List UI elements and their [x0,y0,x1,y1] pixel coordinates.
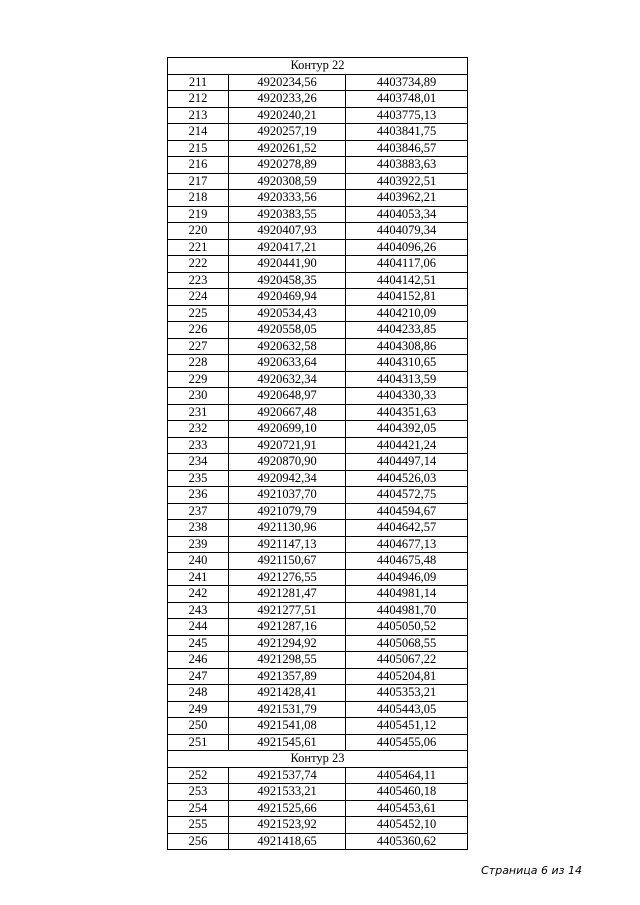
x-coordinate-cell: 4921541,08 [229,718,346,735]
point-number-cell: 217 [168,173,229,190]
x-coordinate-cell: 4920441,90 [229,256,346,273]
coordinates-table-body [168,58,468,850]
table-row [168,536,468,553]
x-coordinate-cell: 4920632,58 [229,338,346,355]
point-number-cell: 247 [168,668,229,685]
table-row [168,157,468,174]
table-row [168,470,468,487]
point-number-cell: 233 [168,437,229,454]
x-coordinate-cell: 4920417,21 [229,239,346,256]
x-coordinate-cell: 4920233,26 [229,91,346,108]
point-number-cell: 222 [168,256,229,273]
x-coordinate-cell: 4920558,05 [229,322,346,339]
point-number-cell: 253 [168,784,229,801]
table-row [168,91,468,108]
point-number-cell: 250 [168,718,229,735]
point-number-cell: 255 [168,817,229,834]
table-row [168,404,468,421]
x-coordinate-cell: 4921418,65 [229,833,346,850]
x-coordinate-cell: 4921277,51 [229,602,346,619]
y-coordinate-cell: 4404210,09 [346,305,468,322]
y-coordinate-cell: 4403962,21 [346,190,468,207]
y-coordinate-cell: 4403883,63 [346,157,468,174]
table-row [168,371,468,388]
x-coordinate-cell: 4920407,93 [229,223,346,240]
page-number-footer: Страница 6 из 14 [481,864,582,877]
coordinates-table [167,57,468,850]
table-row [168,553,468,570]
point-number-cell: 230 [168,388,229,405]
point-number-cell: 248 [168,685,229,702]
x-coordinate-cell: 4921130,96 [229,520,346,537]
table-row [168,305,468,322]
y-coordinate-cell: 4405455,06 [346,734,468,751]
x-coordinate-cell: 4920870,90 [229,454,346,471]
point-number-cell: 244 [168,619,229,636]
x-coordinate-cell: 4920633,64 [229,355,346,372]
x-coordinate-cell: 4921079,79 [229,503,346,520]
table-row [168,421,468,438]
point-number-cell: 249 [168,701,229,718]
y-coordinate-cell: 4404497,14 [346,454,468,471]
table-row [168,619,468,636]
point-number-cell: 223 [168,272,229,289]
table-row [168,388,468,405]
section-header-row [168,58,468,75]
x-coordinate-cell: 4921294,92 [229,635,346,652]
x-coordinate-cell: 4921531,79 [229,701,346,718]
table-row [168,701,468,718]
x-coordinate-cell: 4921037,70 [229,487,346,504]
point-number-cell: 219 [168,206,229,223]
table-row [168,635,468,652]
y-coordinate-cell: 4404142,51 [346,272,468,289]
y-coordinate-cell: 4403841,75 [346,124,468,141]
point-number-cell: 246 [168,652,229,669]
point-number-cell: 227 [168,338,229,355]
point-number-cell: 211 [168,74,229,91]
x-coordinate-cell: 4920648,97 [229,388,346,405]
table-row [168,668,468,685]
x-coordinate-cell: 4920667,48 [229,404,346,421]
x-coordinate-cell: 4920721,91 [229,437,346,454]
x-coordinate-cell: 4921525,66 [229,800,346,817]
point-number-cell: 240 [168,553,229,570]
y-coordinate-cell: 4403775,13 [346,107,468,124]
point-number-cell: 234 [168,454,229,471]
table-row [168,734,468,751]
point-number-cell: 220 [168,223,229,240]
table-row [168,685,468,702]
x-coordinate-cell: 4920699,10 [229,421,346,438]
x-coordinate-cell: 4920240,21 [229,107,346,124]
x-coordinate-cell: 4920308,59 [229,173,346,190]
point-number-cell: 242 [168,586,229,603]
y-coordinate-cell: 4405443,05 [346,701,468,718]
x-coordinate-cell: 4920632,34 [229,371,346,388]
point-number-cell: 229 [168,371,229,388]
point-number-cell: 212 [168,91,229,108]
y-coordinate-cell: 4404421,24 [346,437,468,454]
x-coordinate-cell: 4921428,41 [229,685,346,702]
y-coordinate-cell: 4403734,89 [346,74,468,91]
table-row [168,652,468,669]
y-coordinate-cell: 4404310,65 [346,355,468,372]
point-number-cell: 236 [168,487,229,504]
table-row [168,586,468,603]
table-row [168,256,468,273]
section-title: Контур 23 [168,751,468,768]
table-row [168,239,468,256]
table-row [168,520,468,537]
table-row [168,718,468,735]
x-coordinate-cell: 4920278,89 [229,157,346,174]
x-coordinate-cell: 4920469,94 [229,289,346,306]
table-row [168,602,468,619]
y-coordinate-cell: 4404572,75 [346,487,468,504]
point-number-cell: 252 [168,767,229,784]
point-number-cell: 239 [168,536,229,553]
y-coordinate-cell: 4404117,06 [346,256,468,273]
table-row [168,322,468,339]
y-coordinate-cell: 4404351,63 [346,404,468,421]
y-coordinate-cell: 4405353,21 [346,685,468,702]
x-coordinate-cell: 4920261,52 [229,140,346,157]
y-coordinate-cell: 4405068,55 [346,635,468,652]
y-coordinate-cell: 4404526,03 [346,470,468,487]
x-coordinate-cell: 4921357,89 [229,668,346,685]
y-coordinate-cell: 4404096,26 [346,239,468,256]
y-coordinate-cell: 4404308,86 [346,338,468,355]
y-coordinate-cell: 4405452,10 [346,817,468,834]
table-row [168,487,468,504]
y-coordinate-cell: 4405360,62 [346,833,468,850]
x-coordinate-cell: 4920333,56 [229,190,346,207]
section-header-row [168,751,468,768]
point-number-cell: 241 [168,569,229,586]
table-row [168,503,468,520]
table-row [168,767,468,784]
table-row [168,173,468,190]
point-number-cell: 256 [168,833,229,850]
y-coordinate-cell: 4404981,70 [346,602,468,619]
table-row [168,190,468,207]
table-row [168,223,468,240]
x-coordinate-cell: 4920942,34 [229,470,346,487]
y-coordinate-cell: 4404079,34 [346,223,468,240]
point-number-cell: 232 [168,421,229,438]
y-coordinate-cell: 4404677,13 [346,536,468,553]
table-row [168,817,468,834]
x-coordinate-cell: 4921523,92 [229,817,346,834]
table-row [168,784,468,801]
y-coordinate-cell: 4403846,57 [346,140,468,157]
x-coordinate-cell: 4921298,55 [229,652,346,669]
table-row [168,338,468,355]
x-coordinate-cell: 4920458,35 [229,272,346,289]
table-row [168,437,468,454]
y-coordinate-cell: 4404233,85 [346,322,468,339]
point-number-cell: 215 [168,140,229,157]
y-coordinate-cell: 4405050,52 [346,619,468,636]
point-number-cell: 238 [168,520,229,537]
x-coordinate-cell: 4921545,61 [229,734,346,751]
x-coordinate-cell: 4921147,13 [229,536,346,553]
table-row [168,800,468,817]
point-number-cell: 226 [168,322,229,339]
point-number-cell: 254 [168,800,229,817]
table-row [168,454,468,471]
table-row [168,272,468,289]
x-coordinate-cell: 4920534,43 [229,305,346,322]
y-coordinate-cell: 4405460,18 [346,784,468,801]
table-row [168,355,468,372]
y-coordinate-cell: 4404594,67 [346,503,468,520]
point-number-cell: 221 [168,239,229,256]
x-coordinate-cell: 4921537,74 [229,767,346,784]
point-number-cell: 245 [168,635,229,652]
y-coordinate-cell: 4405204,81 [346,668,468,685]
table-row [168,140,468,157]
y-coordinate-cell: 4404313,59 [346,371,468,388]
y-coordinate-cell: 4405464,11 [346,767,468,784]
y-coordinate-cell: 4403922,51 [346,173,468,190]
y-coordinate-cell: 4404981,14 [346,586,468,603]
y-coordinate-cell: 4404152,81 [346,289,468,306]
point-number-cell: 237 [168,503,229,520]
table-row [168,124,468,141]
point-number-cell: 231 [168,404,229,421]
table-row [168,74,468,91]
y-coordinate-cell: 4404675,48 [346,553,468,570]
point-number-cell: 216 [168,157,229,174]
x-coordinate-cell: 4921150,67 [229,553,346,570]
section-title: Контур 22 [168,58,468,75]
y-coordinate-cell: 4404053,34 [346,206,468,223]
y-coordinate-cell: 4405451,12 [346,718,468,735]
y-coordinate-cell: 4405453,61 [346,800,468,817]
table-row [168,107,468,124]
point-number-cell: 235 [168,470,229,487]
point-number-cell: 224 [168,289,229,306]
x-coordinate-cell: 4920257,19 [229,124,346,141]
y-coordinate-cell: 4404330,33 [346,388,468,405]
point-number-cell: 228 [168,355,229,372]
y-coordinate-cell: 4405067,22 [346,652,468,669]
table-row [168,833,468,850]
y-coordinate-cell: 4404946,09 [346,569,468,586]
point-number-cell: 214 [168,124,229,141]
table-row [168,289,468,306]
y-coordinate-cell: 4403748,01 [346,91,468,108]
x-coordinate-cell: 4921287,16 [229,619,346,636]
x-coordinate-cell: 4920383,55 [229,206,346,223]
x-coordinate-cell: 4921281,47 [229,586,346,603]
x-coordinate-cell: 4921533,21 [229,784,346,801]
x-coordinate-cell: 4920234,56 [229,74,346,91]
x-coordinate-cell: 4921276,55 [229,569,346,586]
point-number-cell: 225 [168,305,229,322]
table-row [168,206,468,223]
point-number-cell: 243 [168,602,229,619]
point-number-cell: 218 [168,190,229,207]
point-number-cell: 213 [168,107,229,124]
table-row [168,569,468,586]
y-coordinate-cell: 4404392,05 [346,421,468,438]
point-number-cell: 251 [168,734,229,751]
y-coordinate-cell: 4404642,57 [346,520,468,537]
